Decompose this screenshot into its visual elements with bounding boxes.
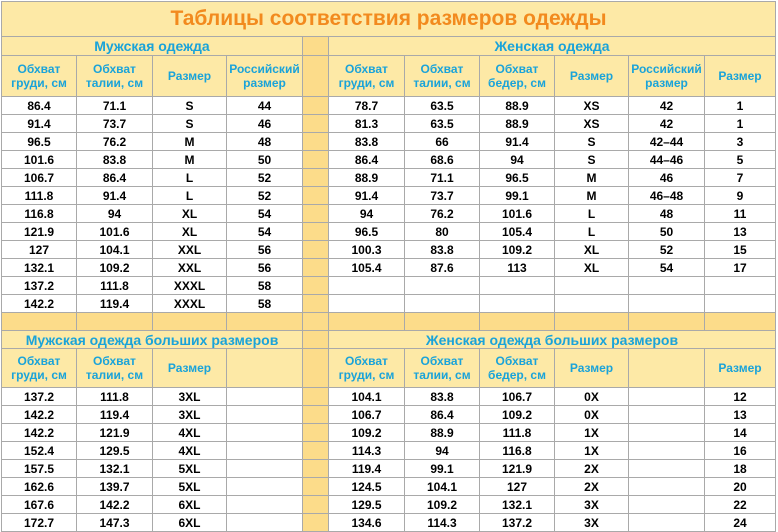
women-big-cell: 24 <box>705 514 776 532</box>
women-empty-cell <box>405 277 480 295</box>
men-big-cell: 172.7 <box>2 514 77 532</box>
men-column-header: Обхват груди, см <box>2 56 77 97</box>
women-empty-cell <box>705 277 776 295</box>
men-cell: 91.4 <box>2 115 77 133</box>
table-row <box>2 388 776 406</box>
table-row <box>2 259 776 277</box>
men-big-cell: 142.2 <box>2 424 77 442</box>
column-separator <box>303 424 329 442</box>
women-column-header: Обхват груди, см <box>329 56 405 97</box>
women-cell: M <box>555 187 629 205</box>
men-cell: 109.2 <box>77 259 153 277</box>
column-separator <box>303 478 329 496</box>
table-row <box>2 478 776 496</box>
women-big-cell: 116.8 <box>480 442 555 460</box>
women-cell: 88.9 <box>329 169 405 187</box>
women-cell: M <box>555 169 629 187</box>
women-big-empty-cell <box>629 442 705 460</box>
column-separator <box>303 460 329 478</box>
men-cell: 94 <box>77 205 153 223</box>
women-big-cell: 109.2 <box>405 496 480 514</box>
men-column-header: Размер <box>153 56 227 97</box>
men-cell: 54 <box>227 205 303 223</box>
women-cell: XL <box>555 241 629 259</box>
men-big-empty-cell <box>227 388 303 406</box>
block-separator-cell <box>303 313 329 331</box>
men-big-empty-header <box>227 349 303 388</box>
men-cell: XXL <box>153 241 227 259</box>
men-big-cell: 121.9 <box>77 424 153 442</box>
column-separator <box>303 277 329 295</box>
men-big-cell: 142.2 <box>77 496 153 514</box>
men-cell: 44 <box>227 97 303 115</box>
table-row <box>2 460 776 478</box>
men-cell: 111.8 <box>2 187 77 205</box>
women-big-cell: 22 <box>705 496 776 514</box>
men-cell: 52 <box>227 169 303 187</box>
column-separator <box>303 388 329 406</box>
women-empty-cell <box>480 295 555 313</box>
women-cell: 42 <box>629 115 705 133</box>
men-big-cell: 137.2 <box>2 388 77 406</box>
women-column-header: Размер <box>705 56 776 97</box>
women-big-cell: 3X <box>555 496 629 514</box>
men-cell: 54 <box>227 223 303 241</box>
men-cell: XL <box>153 223 227 241</box>
section-title-row <box>2 331 776 349</box>
women-cell: 78.7 <box>329 97 405 115</box>
block-separator-cell <box>480 313 555 331</box>
table-row <box>2 424 776 442</box>
women-cell: 87.6 <box>405 259 480 277</box>
women-cell: XS <box>555 115 629 133</box>
women-cell: S <box>555 151 629 169</box>
column-separator <box>303 151 329 169</box>
men-big-cell: 129.5 <box>77 442 153 460</box>
men-cell: 83.8 <box>77 151 153 169</box>
men-cell: XL <box>153 205 227 223</box>
block-separator-cell <box>153 313 227 331</box>
block-separator-cell <box>629 313 705 331</box>
women-cell: 96.5 <box>329 223 405 241</box>
men-cell: 46 <box>227 115 303 133</box>
women-cell: 100.3 <box>329 241 405 259</box>
men-big-cell: 139.7 <box>77 478 153 496</box>
women-cell: 46 <box>629 169 705 187</box>
block-separator-row <box>2 313 776 331</box>
men-big-cell: 162.6 <box>2 478 77 496</box>
men-cell: 52 <box>227 187 303 205</box>
women-big-cell: 3X <box>555 514 629 532</box>
column-separator <box>303 442 329 460</box>
women-big-empty-cell <box>629 406 705 424</box>
men-cell: XXXL <box>153 277 227 295</box>
men-column-header: Обхват талии, см <box>77 56 153 97</box>
women-big-cell: 129.5 <box>329 496 405 514</box>
women-big-column-header: Обхват талии, см <box>405 349 480 388</box>
women-cell: 105.4 <box>480 223 555 241</box>
men-cell: 91.4 <box>77 187 153 205</box>
block-separator-cell <box>705 313 776 331</box>
women-cell: 71.1 <box>405 169 480 187</box>
section-title-row <box>2 37 776 56</box>
women-column-header: Российский размер <box>629 56 705 97</box>
women-big-column-header: Обхват бедер, см <box>480 349 555 388</box>
women-column-header: Размер <box>555 56 629 97</box>
women-cell: XL <box>555 259 629 277</box>
women-cell: 113 <box>480 259 555 277</box>
women-big-cell: 16 <box>705 442 776 460</box>
block-separator-cell <box>2 313 77 331</box>
women-empty-cell <box>629 295 705 313</box>
men-cell: 111.8 <box>77 277 153 295</box>
column-separator <box>303 496 329 514</box>
table-row <box>2 205 776 223</box>
women-cell: XS <box>555 97 629 115</box>
table-row <box>2 187 776 205</box>
women-big-cell: 99.1 <box>405 460 480 478</box>
women-big-cell: 121.9 <box>480 460 555 478</box>
men-cell: 56 <box>227 259 303 277</box>
column-separator <box>303 169 329 187</box>
men-cell: 58 <box>227 277 303 295</box>
column-separator <box>303 349 329 388</box>
column-header-row <box>2 56 776 97</box>
women-column-header: Обхват талии, см <box>405 56 480 97</box>
women-cell: 88.9 <box>480 115 555 133</box>
women-big-cell: 111.8 <box>480 424 555 442</box>
men-cell: 58 <box>227 295 303 313</box>
women-big-cell: 137.2 <box>480 514 555 532</box>
women-cell: 68.6 <box>405 151 480 169</box>
women-empty-cell <box>629 277 705 295</box>
women-cell: 109.2 <box>480 241 555 259</box>
women-cell: 54 <box>629 259 705 277</box>
men-cell: 101.6 <box>2 151 77 169</box>
women-big-empty-header <box>629 349 705 388</box>
title-row <box>2 2 776 37</box>
women-cell: 15 <box>705 241 776 259</box>
women-cell: 3 <box>705 133 776 151</box>
women-big-cell: 20 <box>705 478 776 496</box>
women-big-cell: 18 <box>705 460 776 478</box>
women-big-cell: 109.2 <box>480 406 555 424</box>
table-row <box>2 223 776 241</box>
women-cell: 88.9 <box>480 97 555 115</box>
column-separator <box>303 331 329 349</box>
women-big-column-header: Размер <box>705 349 776 388</box>
men-column-header: Российский размер <box>227 56 303 97</box>
women-big-cell: 0X <box>555 388 629 406</box>
men-big-cell: 157.5 <box>2 460 77 478</box>
women-cell: 52 <box>629 241 705 259</box>
men-big-cell: 152.4 <box>2 442 77 460</box>
women-big-empty-cell <box>629 478 705 496</box>
women-cell: 94 <box>329 205 405 223</box>
men-big-cell: 3XL <box>153 388 227 406</box>
women-empty-cell <box>705 295 776 313</box>
men-cell: 142.2 <box>2 295 77 313</box>
women-cell: 73.7 <box>405 187 480 205</box>
women-cell: 42–44 <box>629 133 705 151</box>
women-big-cell: 86.4 <box>405 406 480 424</box>
women-big-cell: 104.1 <box>405 478 480 496</box>
women-big-cell: 0X <box>555 406 629 424</box>
men-cell: 104.1 <box>77 241 153 259</box>
women-big-cell: 132.1 <box>480 496 555 514</box>
men-cell: 73.7 <box>77 115 153 133</box>
men-cell: 76.2 <box>77 133 153 151</box>
women-big-empty-cell <box>629 388 705 406</box>
column-separator <box>303 97 329 115</box>
men-cell: 137.2 <box>2 277 77 295</box>
men-big-empty-cell <box>227 496 303 514</box>
column-separator <box>303 133 329 151</box>
women-big-cell: 114.3 <box>405 514 480 532</box>
column-separator <box>303 241 329 259</box>
table-row <box>2 406 776 424</box>
women-cell: 44–46 <box>629 151 705 169</box>
block-separator-cell <box>405 313 480 331</box>
men-cell: 56 <box>227 241 303 259</box>
men-cell: 86.4 <box>77 169 153 187</box>
women-cell: 91.4 <box>329 187 405 205</box>
women-cell: S <box>555 133 629 151</box>
column-separator <box>303 187 329 205</box>
women-big-cell: 109.2 <box>329 424 405 442</box>
women-cell: 63.5 <box>405 97 480 115</box>
men-big-cell: 132.1 <box>77 460 153 478</box>
men-cell: L <box>153 169 227 187</box>
women-section-title: Женская одежда <box>329 37 776 56</box>
table-row <box>2 295 776 313</box>
men-cell: XXL <box>153 259 227 277</box>
men-cell: M <box>153 133 227 151</box>
column-separator <box>303 115 329 133</box>
men-big-empty-cell <box>227 406 303 424</box>
page-title: Таблицы соответствия размеров одежды <box>2 2 776 37</box>
table-row <box>2 241 776 259</box>
men-section-title: Мужская одежда <box>2 37 303 56</box>
size-tables-grid <box>1 1 776 532</box>
men-cell: 116.8 <box>2 205 77 223</box>
men-big-cell: 6XL <box>153 496 227 514</box>
men-cell: 132.1 <box>2 259 77 277</box>
table-row <box>2 151 776 169</box>
table-row <box>2 97 776 115</box>
women-cell: 81.3 <box>329 115 405 133</box>
men-big-cell: 147.3 <box>77 514 153 532</box>
men-cell: L <box>153 187 227 205</box>
women-big-cell: 12 <box>705 388 776 406</box>
women-big-cell: 106.7 <box>480 388 555 406</box>
block-separator-cell <box>329 313 405 331</box>
women-cell: 46–48 <box>629 187 705 205</box>
men-big-cell: 4XL <box>153 442 227 460</box>
women-big-cell: 88.9 <box>405 424 480 442</box>
women-cell: 80 <box>405 223 480 241</box>
table-row <box>2 496 776 514</box>
men-cell: 119.4 <box>77 295 153 313</box>
women-big-cell: 104.1 <box>329 388 405 406</box>
men-cell: 121.9 <box>2 223 77 241</box>
column-separator <box>303 56 329 97</box>
men-big-column-header: Размер <box>153 349 227 388</box>
women-cell: 99.1 <box>480 187 555 205</box>
block-separator-cell <box>227 313 303 331</box>
women-empty-cell <box>555 295 629 313</box>
men-cell: 96.5 <box>2 133 77 151</box>
men-big-cell: 5XL <box>153 478 227 496</box>
women-big-cell: 94 <box>405 442 480 460</box>
men-big-cell: 5XL <box>153 460 227 478</box>
table-row <box>2 514 776 532</box>
women-big-cell: 83.8 <box>405 388 480 406</box>
women-cell: 48 <box>629 205 705 223</box>
men-big-empty-cell <box>227 460 303 478</box>
women-cell: 83.8 <box>405 241 480 259</box>
women-column-header: Обхват бедер, см <box>480 56 555 97</box>
men-big-column-header: Обхват талии, см <box>77 349 153 388</box>
women-big-cell: 2X <box>555 478 629 496</box>
men-cell: 106.7 <box>2 169 77 187</box>
women-cell: 5 <box>705 151 776 169</box>
men-cell: S <box>153 115 227 133</box>
table-row <box>2 115 776 133</box>
men-cell: 71.1 <box>77 97 153 115</box>
column-separator <box>303 37 329 56</box>
women-cell: 13 <box>705 223 776 241</box>
women-cell: L <box>555 223 629 241</box>
women-cell: 17 <box>705 259 776 277</box>
women-big-column-header: Размер <box>555 349 629 388</box>
men-cell: M <box>153 151 227 169</box>
women-cell: 9 <box>705 187 776 205</box>
women-big-cell: 1X <box>555 442 629 460</box>
women-cell: 50 <box>629 223 705 241</box>
block-separator-cell <box>77 313 153 331</box>
column-header-row <box>2 349 776 388</box>
women-cell: 86.4 <box>329 151 405 169</box>
women-big-cell: 1X <box>555 424 629 442</box>
men-cell: 101.6 <box>77 223 153 241</box>
men-cell: 86.4 <box>2 97 77 115</box>
women-big-cell: 106.7 <box>329 406 405 424</box>
women-empty-cell <box>405 295 480 313</box>
men-big-empty-cell <box>227 514 303 532</box>
women-big-empty-cell <box>629 514 705 532</box>
women-cell: 91.4 <box>480 133 555 151</box>
table-row <box>2 277 776 295</box>
women-big-cell: 119.4 <box>329 460 405 478</box>
column-separator <box>303 259 329 277</box>
women-cell: 76.2 <box>405 205 480 223</box>
women-cell: 94 <box>480 151 555 169</box>
men-big-empty-cell <box>227 478 303 496</box>
men-cell: 50 <box>227 151 303 169</box>
men-big-cell: 3XL <box>153 406 227 424</box>
women-big-cell: 134.6 <box>329 514 405 532</box>
men-big-cell: 111.8 <box>77 388 153 406</box>
women-cell: 105.4 <box>329 259 405 277</box>
women-cell: 1 <box>705 97 776 115</box>
column-separator <box>303 223 329 241</box>
block-separator-cell <box>555 313 629 331</box>
column-separator <box>303 514 329 532</box>
women-cell: 7 <box>705 169 776 187</box>
women-empty-cell <box>329 295 405 313</box>
women-cell: 1 <box>705 115 776 133</box>
women-cell: 96.5 <box>480 169 555 187</box>
women-big-cell: 127 <box>480 478 555 496</box>
women-cell: L <box>555 205 629 223</box>
women-big-cell: 114.3 <box>329 442 405 460</box>
men-big-empty-cell <box>227 424 303 442</box>
men-big-cell: 142.2 <box>2 406 77 424</box>
men-big-column-header: Обхват груди, см <box>2 349 77 388</box>
women-big-cell: 124.5 <box>329 478 405 496</box>
women-big-empty-cell <box>629 460 705 478</box>
women-big-section-title: Женская одежда больших размеров <box>329 331 776 349</box>
women-empty-cell <box>480 277 555 295</box>
men-cell: XXXL <box>153 295 227 313</box>
table-row <box>2 169 776 187</box>
women-big-cell: 13 <box>705 406 776 424</box>
table-row <box>2 133 776 151</box>
men-big-section-title: Мужская одежда больших размеров <box>2 331 303 349</box>
women-cell: 101.6 <box>480 205 555 223</box>
table-row <box>2 442 776 460</box>
women-cell: 83.8 <box>329 133 405 151</box>
column-separator <box>303 295 329 313</box>
women-big-empty-cell <box>629 496 705 514</box>
women-big-empty-cell <box>629 424 705 442</box>
men-big-empty-cell <box>227 442 303 460</box>
women-cell: 11 <box>705 205 776 223</box>
men-cell: 127 <box>2 241 77 259</box>
women-big-cell: 14 <box>705 424 776 442</box>
men-cell: S <box>153 97 227 115</box>
women-cell: 63.5 <box>405 115 480 133</box>
women-big-cell: 2X <box>555 460 629 478</box>
column-separator <box>303 205 329 223</box>
women-empty-cell <box>555 277 629 295</box>
women-empty-cell <box>329 277 405 295</box>
women-cell: 66 <box>405 133 480 151</box>
men-big-cell: 4XL <box>153 424 227 442</box>
men-big-cell: 167.6 <box>2 496 77 514</box>
men-cell: 48 <box>227 133 303 151</box>
men-big-cell: 6XL <box>153 514 227 532</box>
women-cell: 42 <box>629 97 705 115</box>
column-separator <box>303 406 329 424</box>
men-big-cell: 119.4 <box>77 406 153 424</box>
women-big-column-header: Обхват груди, см <box>329 349 405 388</box>
